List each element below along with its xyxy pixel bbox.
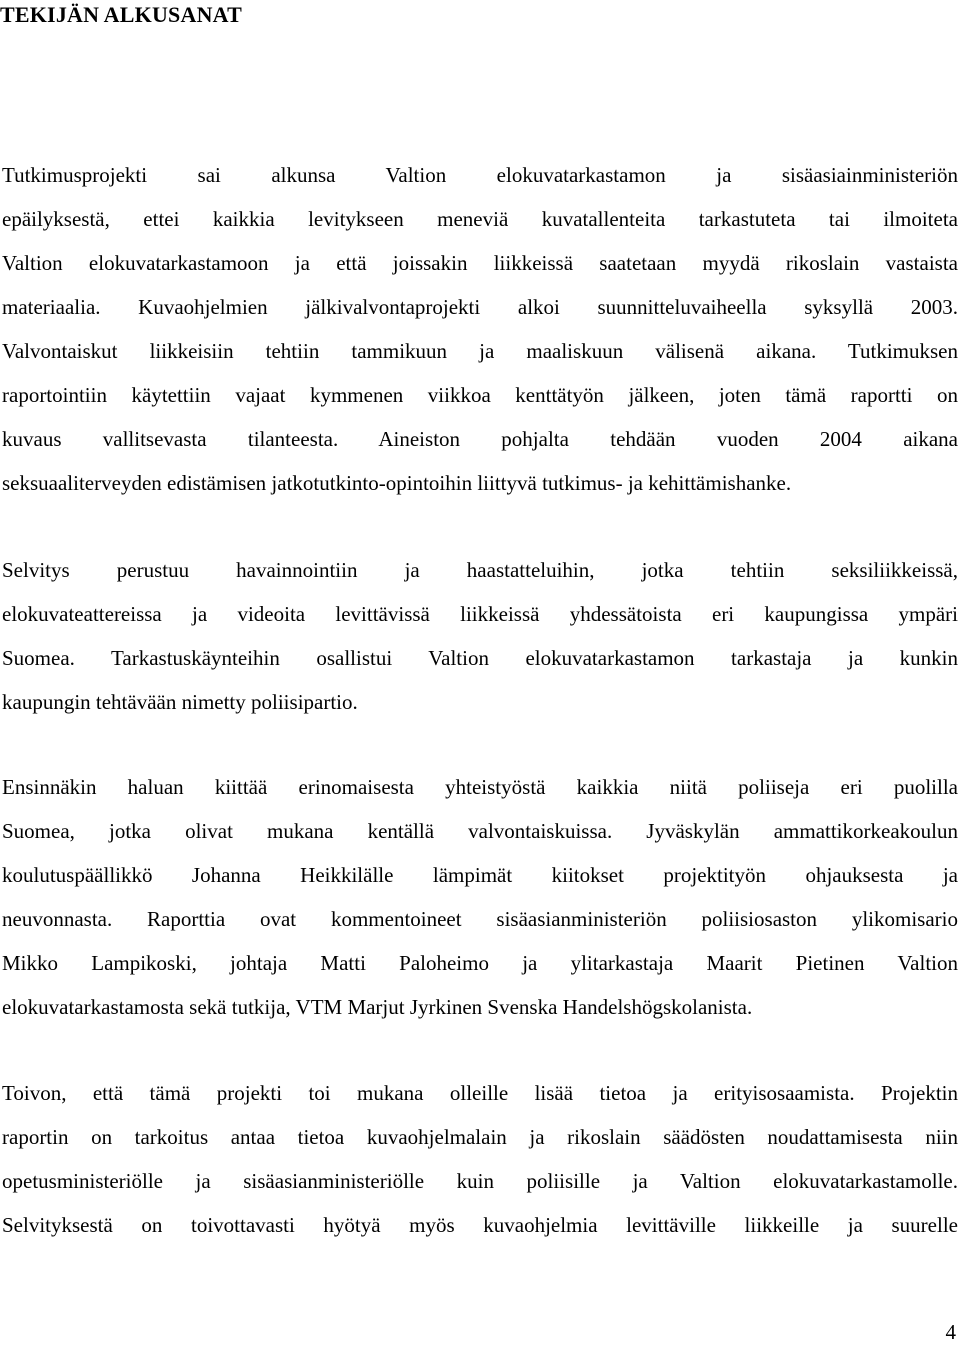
paragraph-line: Mikko Lampikoski, johtaja Matti Paloheimo ja ylitarkastaja Maarit Pietinen Valtion: [2, 951, 958, 975]
paragraph-line: koulutuspäällikkö Johanna Heikkilälle lämpimät kiitokset projektityön ohjauksesta ja: [2, 863, 958, 887]
paragraph-line: materiaalia. Kuvaohjelmien jälkivalvontaprojekti alkoi suunnitteluvaiheella syksyllä 2003.: [2, 295, 958, 319]
paragraph-line: Ensinnäkin haluan kiittää erinomaisesta yhteistyöstä kaikkia niitä poliiseja eri puolilla: [2, 775, 958, 799]
page-heading: TEKIJÄN ALKUSANAT: [0, 2, 242, 27]
paragraph-line: Suomea, jotka olivat mukana kentällä valvontaiskuissa. Jyväskylän ammattikorkeakoulun: [2, 819, 958, 843]
paragraph-line: Selvityksestä on toivottavasti hyötyä myös kuvaohjelmia levittäville liikkeille ja suurelle: [2, 1213, 958, 1237]
paragraph-line: Selvitys perustuu havainnointiin ja haastatteluihin, jotka tehtiin seksiliikkeissä,: [2, 558, 958, 582]
paragraph-line: kaupungin tehtävään nimetty poliisipartio.: [2, 690, 358, 714]
paragraph-project-background: [2, 153, 958, 505]
paragraph-line: raportin on tarkoitus antaa tietoa kuvaohjelmalain ja rikoslain säädösten noudattamisesta niin: [2, 1125, 958, 1149]
paragraph-line: neuvonnasta. Raporttia ovat kommentoineet sisäasianministeriön poliisiosaston ylikomisario: [2, 907, 958, 931]
paragraph-line: raportointiin käytettiin vajaat kymmenen viikkoa kenttätyön jälkeen, joten tämä raportti on: [2, 383, 958, 407]
paragraph-line: elokuvatarkastamosta sekä tutkija, VTM Marjut Jyrkinen Svenska Handelshögskolanista.: [2, 995, 753, 1019]
paragraph-line: kuvaus vallitsevasta tilanteesta. Aineiston pohjalta tehdään vuoden 2004 aikana: [2, 427, 958, 451]
paragraph-line: Tutkimusprojekti sai alkunsa Valtion elokuvatarkastamon ja sisäasiainministeriön: [2, 163, 958, 187]
paragraph-closing: [2, 1071, 958, 1247]
paragraph-line: epäilyksestä, ettei kaikkia levitykseen meneviä kuvatallenteita tarkastuteta tai ilmoiteta: [2, 207, 958, 231]
paragraph-line: seksuaaliterveyden edistämisen jatkotutkinto-opintoihin liittyvä tutkimus- ja kehittämishanke.: [2, 471, 792, 495]
paragraph-methods: [2, 548, 958, 724]
paragraph-line: elokuvateattereissa ja videoita levittävissä liikkeissä yhdessätoista eri kaupungissa ympäri: [2, 602, 958, 626]
paragraph-line: Toivon, että tämä projekti toi mukana olleille lisää tietoa ja erityisosaamista. Projektin: [2, 1081, 958, 1105]
paragraph-line: opetusministeriölle ja sisäasianministeriölle kuin poliisille ja Valtion elokuvatarkastamolle.: [2, 1169, 958, 1193]
paragraph-line: Valvontaiskut liikkeisiin tehtiin tammikuun ja maaliskuun välisenä aikana. Tutkimuksen: [2, 339, 958, 363]
paragraph-acknowledgements: [2, 765, 958, 1029]
page-number: 4: [945, 1320, 956, 1344]
paragraph-line: Valtion elokuvatarkastamoon ja että joissakin liikkeissä saatetaan myydä rikoslain vastaista: [2, 251, 958, 275]
paragraph-line: Suomea. Tarkastuskäynteihin osallistui Valtion elokuvatarkastamon tarkastaja ja kunkin: [2, 646, 958, 670]
